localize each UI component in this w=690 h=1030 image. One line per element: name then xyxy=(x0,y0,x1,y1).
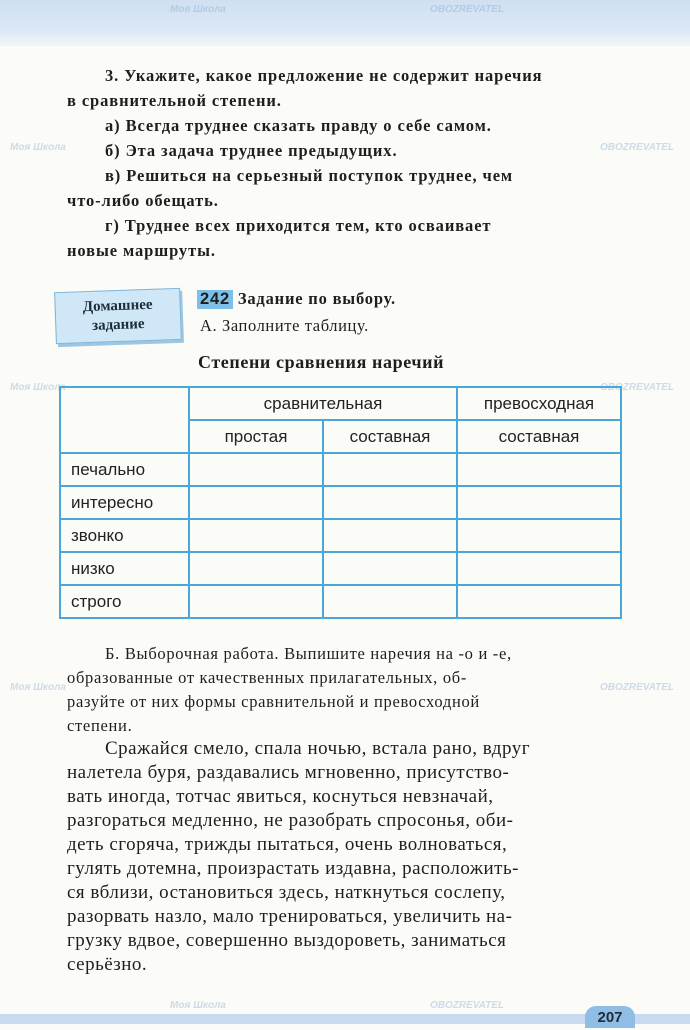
part-b-instruction-cont: разуйте от них формы сравнительной и превосходной xyxy=(67,692,480,711)
empty-cell xyxy=(323,552,457,585)
text-line: вать иногда, тотчас явиться, коснуться невзначай, xyxy=(67,786,494,807)
text-line: гулять дотемна, произрастать издавна, расположить- xyxy=(67,858,519,879)
top-banner xyxy=(0,0,690,46)
header-superlative: превосходная xyxy=(457,387,621,420)
text-line: деть сгоряча, трижды пытаться, очень волноваться, xyxy=(67,834,508,855)
watermark: Моя Школа xyxy=(170,1000,226,1011)
adverbs-table xyxy=(59,386,622,619)
text-line: налетела буря, раздавались мгновенно, присутство- xyxy=(67,762,510,783)
table-row xyxy=(60,486,621,519)
part-b-instruction-cont: образованные от качественных прилагательных, об- xyxy=(67,668,468,687)
text-line: Сражайся смело, спала ночью, встала рано, вдруг xyxy=(105,738,530,759)
empty-cell xyxy=(189,552,323,585)
watermark: OBOZREVATEL xyxy=(430,1000,505,1011)
option-c-cont: что-либо обещать. xyxy=(67,191,219,210)
watermark: Моя Школа xyxy=(10,382,66,393)
row-label: строго xyxy=(60,585,189,618)
row-label: интересно xyxy=(60,486,189,519)
table-row xyxy=(60,552,621,585)
homework-badge-line1: Домашнее xyxy=(82,296,153,316)
table-row xyxy=(60,453,621,486)
option-a: а) Всегда труднее сказать правду о себе самом. xyxy=(105,116,492,135)
watermark: Моя Школа xyxy=(10,682,66,693)
empty-cell xyxy=(189,585,323,618)
text-line: разгораться медленно, не разобрать спросонья, оби- xyxy=(67,810,514,831)
empty-cell xyxy=(323,453,457,486)
watermark: OBOZREVATEL xyxy=(600,382,675,393)
option-d-cont: новые маршруты. xyxy=(67,241,216,260)
watermark: OBOZREVATEL xyxy=(600,682,675,693)
page-number: 207 xyxy=(585,1006,635,1028)
option-d: г) Труднее всех приходится тем, кто осваивает xyxy=(105,216,492,235)
part-b-instruction: Б. Выборочная работа. Выпишите наречия на -о и -е, xyxy=(105,644,512,663)
empty-cell xyxy=(457,585,621,618)
empty-cell xyxy=(457,519,621,552)
subheader-simple: простая xyxy=(189,420,323,453)
row-label: звонко xyxy=(60,519,189,552)
text-line: ся вблизи, остановиться здесь, наткнуться сослепу, xyxy=(67,882,506,903)
subheader-compound-superlative: составная xyxy=(457,420,621,453)
watermark: Моя Школа xyxy=(170,4,226,15)
exercise-3-question: 3. Укажите, какое предложение не содержит наречия xyxy=(105,66,543,85)
subheader-compound: составная xyxy=(323,420,457,453)
empty-cell xyxy=(323,486,457,519)
table-title: Степени сравнения наречий xyxy=(198,352,445,372)
exercise-title: Задание по выбору. xyxy=(237,289,396,308)
empty-cell xyxy=(457,552,621,585)
header-comparative: сравнительная xyxy=(189,387,457,420)
watermark: OBOZREVATEL xyxy=(600,142,675,153)
part-b-instruction-cont: степени. xyxy=(67,716,133,735)
row-label: печально xyxy=(60,453,189,486)
table-corner-cell xyxy=(60,387,189,453)
exercise-3-question-cont: в сравнительной степени. xyxy=(67,91,282,110)
text-line: серьёзно. xyxy=(67,954,148,975)
homework-badge-line2: задание xyxy=(91,316,145,334)
watermark: Моя Школа xyxy=(10,142,66,153)
empty-cell xyxy=(189,519,323,552)
option-c: в) Решиться на серьезный поступок труднее, чем xyxy=(105,166,514,185)
empty-cell xyxy=(323,585,457,618)
exercise-number: 242 xyxy=(197,290,233,309)
table-row xyxy=(60,585,621,618)
empty-cell xyxy=(189,486,323,519)
empty-cell xyxy=(323,519,457,552)
exercise-242-header xyxy=(197,289,617,309)
homework-badge xyxy=(54,288,182,344)
empty-cell xyxy=(189,453,323,486)
part-a-instruction: А. Заполните таблицу. xyxy=(200,316,369,335)
text-line: разорвать назло, мало тренироваться, увеличить на- xyxy=(67,906,513,927)
table-row xyxy=(60,519,621,552)
option-b: б) Эта задача труднее предыдущих. xyxy=(105,141,398,160)
empty-cell xyxy=(457,453,621,486)
empty-cell xyxy=(457,486,621,519)
text-line: грузку вдвое, совершенно выздороветь, заниматься xyxy=(67,930,507,951)
watermark: OBOZREVATEL xyxy=(430,4,505,15)
row-label: низко xyxy=(60,552,189,585)
